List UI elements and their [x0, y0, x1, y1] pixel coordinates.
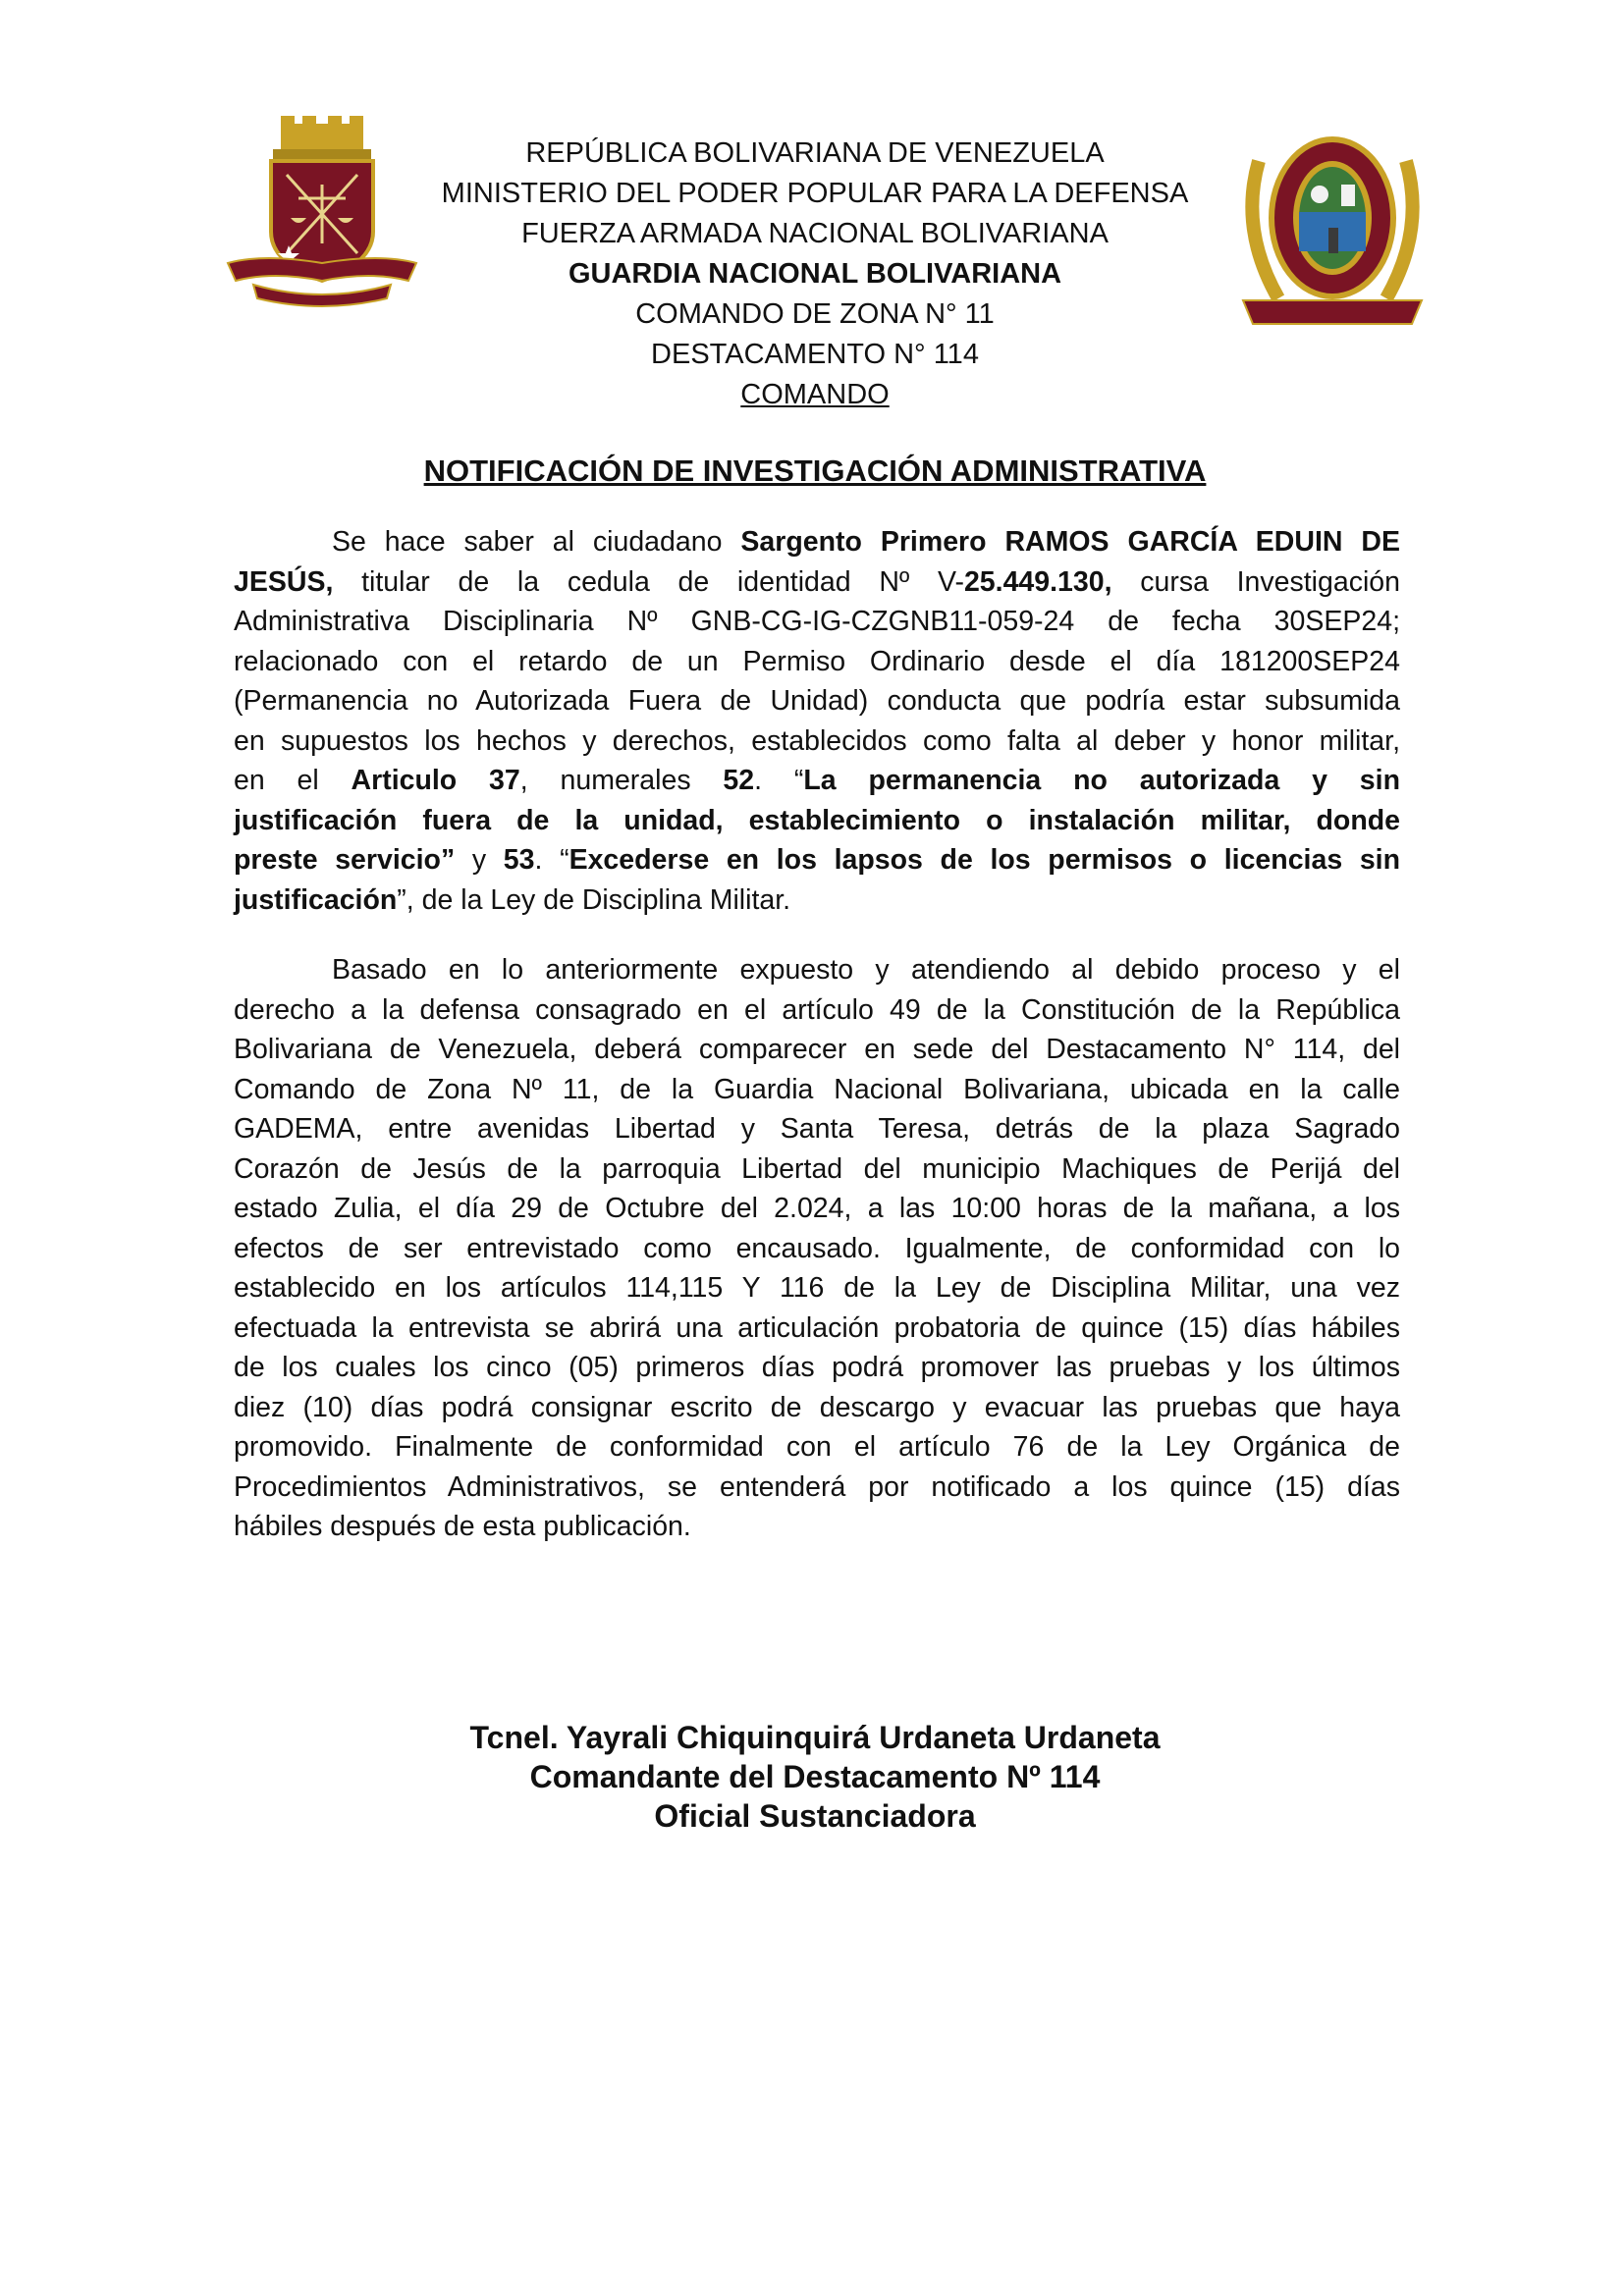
text-line: Corazón de Jesús de la parroquia Libertad del municipio Machiques de Perijá del	[234, 1152, 1400, 1185]
text-line: estado Zulia, el día 29 de Octubre del 2.024, a las 10:00 horas de la mañana, a los	[234, 1193, 1400, 1224]
text-line: GADEMA, entre avenidas Libertad y Santa Teresa, detrás de la plaza Sagrado	[234, 1113, 1400, 1145]
institution-header	[373, 133, 1257, 415]
text-line: preste servicio” y 53. “Excederse en los lapsos de los permisos o licencias sin	[234, 844, 1401, 876]
text-line: en supuestos los hechos y derechos, establecidos como falta al deber y honor militar,	[234, 724, 1400, 757]
header-command: COMANDO	[740, 379, 890, 410]
text-line: promovido. Finalmente de conformidad con el artículo 76 de la Ley Orgánica de	[234, 1431, 1400, 1463]
text-line: Procedimientos Administrativos, se entenderá por notificado a los quince (15) días	[234, 1470, 1400, 1503]
header-detachment: DESTACAMENTO N° 114	[651, 339, 979, 370]
text-line: en el Articulo 37, numerales 52. “La permanencia no autorizada y sin	[234, 765, 1400, 796]
text-line: Se hace saber al ciudadano Sargento Primero RAMOS GARCÍA EDUIN DE	[332, 526, 1400, 558]
paragraph-summons	[234, 950, 1400, 1547]
signatory-position: Comandante del Destacamento Nº 114	[529, 1759, 1101, 1794]
header-national-guard: GUARDIA NACIONAL BOLIVARIANA	[568, 258, 1062, 290]
header-zone-command: COMANDO DE ZONA N° 11	[635, 298, 995, 330]
text-line: establecido en los artículos 114,115 Y 116 de la Ley de Disciplina Militar, una vez	[234, 1272, 1400, 1304]
text-line: JESÚS, titular de la cedula de identidad Nº V-25.449.130, cursa Investigación	[234, 565, 1400, 598]
text-line: Administrativa Disciplinaria Nº GNB-CG-IG-CZGNB11-059-24 de fecha 30SEP24;	[234, 606, 1400, 637]
text-line: relacionado con el retardo de un Permiso Ordinario desde el día 181200SEP24	[234, 645, 1400, 677]
text-line: Bolivariana de Venezuela, deberá comparecer en sede del Destacamento N° 114, del	[234, 1034, 1400, 1065]
header-ministry: MINISTERIO DEL PODER POPULAR PARA LA DEFENSA	[441, 178, 1189, 209]
signatory-role: Oficial Sustanciadora	[654, 1798, 976, 1834]
document-title: NOTIFICACIÓN DE INVESTIGACIÓN ADMINISTRATIVA	[423, 454, 1207, 488]
text-line: hábiles después de esta publicación.	[234, 1511, 691, 1542]
signature-block	[373, 1718, 1257, 1836]
signatory-name: Tcnel. Yayrali Chiquinquirá Urdaneta Urdaneta	[469, 1720, 1161, 1755]
text-line: efectuada la entrevista se abrirá una articulación probatoria de quince (15) días hábiles	[234, 1311, 1400, 1344]
text-line: (Permanencia no Autorizada Fuera de Unidad) conducta que podría estar subsumida	[234, 685, 1400, 717]
text-line: derecho a la defensa consagrado en el artículo 49 de la Constitución de la República	[234, 993, 1400, 1026]
paragraph-notification	[234, 522, 1400, 920]
header-armed-forces: FUERZA ARMADA NACIONAL BOLIVARIANA	[521, 218, 1109, 249]
text-line: Basado en lo anteriormente expuesto y atendiendo al debido proceso y el	[332, 954, 1400, 986]
destacamento-114-emblem-logo	[1239, 122, 1426, 336]
text-line: Comando de Zona Nº 11, de la Guardia Nacional Bolivariana, ubicada en la calle	[234, 1073, 1400, 1105]
text-line: justificación fuera de la unidad, establecimiento o instalación militar, donde	[234, 804, 1400, 836]
text-line: diez (10) días podrá consignar escrito de descargo y evacuar las pruebas que haya	[234, 1391, 1400, 1423]
text-line: justificación”, de la Ley de Disciplina Militar.	[234, 883, 791, 916]
text-line: efectos de ser entrevistado como encausado. Igualmente, de conformidad con lo	[234, 1232, 1400, 1264]
text-line: de los cuales los cinco (05) primeros días podrá promover las pruebas y los últimos	[234, 1352, 1400, 1383]
header-republic: REPÚBLICA BOLIVARIANA DE VENEZUELA	[525, 137, 1105, 169]
